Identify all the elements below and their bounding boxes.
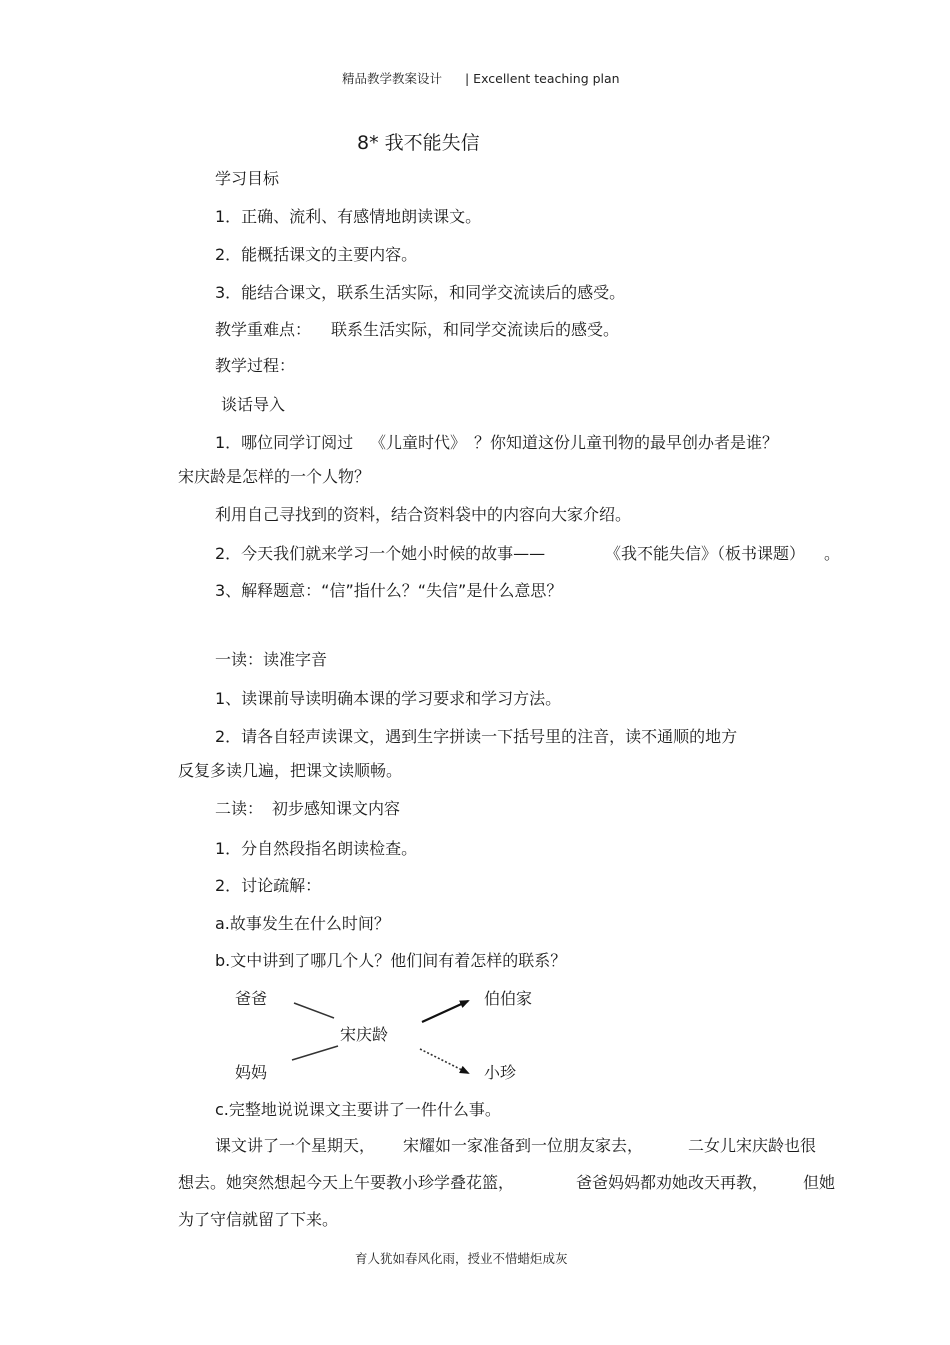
summary-line2-part3: 但她 <box>803 1173 836 1192</box>
diagram-node-mom: 妈妈 <box>235 1063 268 1082</box>
read1-step2-cont: 反复多读几遍，把课文读顺畅。 <box>178 761 403 780</box>
summary-line2-part2: 爸爸妈妈都劝她改天再教， <box>576 1173 769 1192</box>
link-mom-center <box>292 1046 338 1060</box>
section-heading-process: 教学过程： <box>215 356 296 375</box>
page-title: 8* 我不能失信 <box>357 132 480 154</box>
intro-q2-part1: 2．今天我们就来学习一个她小时候的故事—— <box>215 544 546 563</box>
header-subtitle: | Excellent teaching plan <box>465 71 620 86</box>
diagram-node-dad: 爸爸 <box>235 989 268 1008</box>
arrow-to-uncle <box>422 1001 468 1022</box>
subheading-read1: 一读：读准字音 <box>215 650 328 669</box>
question-a: a.故事发生在什么时间？ <box>215 914 390 933</box>
intro-q1-part1: 1．哪位同学订阅过 <box>215 433 354 452</box>
read2-step1: 1．分自然段指名朗读检查。 <box>215 839 418 858</box>
section-heading-objectives: 学习目标 <box>215 169 280 188</box>
arrow-to-xiaozhen <box>420 1049 468 1073</box>
read1-step1: 1、读课前导读明确本课的学习要求和学习方法。 <box>215 689 562 708</box>
objective-2: 2．能概括课文的主要内容。 <box>215 245 418 264</box>
subheading-read2-text: 初步感知课文内容 <box>272 799 401 818</box>
subheading-intro: 谈话导入 <box>221 395 286 414</box>
diagram-node-xiaozhen: 小珍 <box>484 1063 517 1082</box>
objective-1: 1．正确、流利、有感情地朗读课文。 <box>215 207 482 226</box>
intro-q1-cont: 宋庆龄是怎样的一个人物？ <box>178 467 371 486</box>
summary-line1-part3: 二女儿宋庆龄也很 <box>688 1136 817 1155</box>
key-points-text: 联系生活实际，和同学交流读后的感受。 <box>331 320 620 339</box>
header-title: 精品教学教案设计 <box>342 71 443 86</box>
objective-3: 3．能结合课文，联系生活实际，和同学交流读后的感受。 <box>215 283 626 302</box>
diagram-node-center: 宋庆龄 <box>340 1025 389 1044</box>
summary-line1-part2: 宋耀如一家准备到一位朋友家去， <box>403 1136 644 1155</box>
read1-step2: 2．请各自轻声读课文，遇到生字拼读一下括号里的注音，读不通顺的地方 <box>215 727 738 746</box>
read2-step2: 2．讨论疏解： <box>215 876 322 895</box>
intro-materials: 利用自己寻找到的资料，结合资料袋中的内容向大家介绍。 <box>215 505 632 524</box>
question-c: c.完整地说说课文主要讲了一件什么事。 <box>215 1100 501 1119</box>
intro-q1-part3: ？你知道这份儿童刊物的最早创办者是谁？ <box>474 433 779 452</box>
intro-q1-part2: 《儿童时代》 <box>370 433 467 452</box>
intro-q2-part2: 《我不能失信》（板书课题） <box>605 544 806 563</box>
summary-line1-part1: 课文讲了一个星期天， <box>215 1136 376 1155</box>
intro-q3: 3、解释题意：“信”指什么？“失信”是什么意思？ <box>215 581 563 600</box>
intro-q2-part3: 。 <box>824 544 841 563</box>
subheading-read2-label: 二读： <box>215 799 264 818</box>
summary-line3: 为了守信就留了下来。 <box>178 1210 339 1229</box>
question-b: b.文中讲到了哪几个人？他们间有着怎样的联系？ <box>215 951 567 970</box>
footer-motto: 育人犹如春风化雨，授业不惜蜡炬成灰 <box>355 1251 568 1266</box>
key-points-label: 教学重难点： <box>215 320 312 339</box>
link-dad-center <box>294 1003 334 1018</box>
diagram-node-uncle: 伯伯家 <box>484 989 533 1008</box>
summary-line2-part1: 想去。她突然想起今天上午要教小珍学叠花篮， <box>178 1173 515 1192</box>
